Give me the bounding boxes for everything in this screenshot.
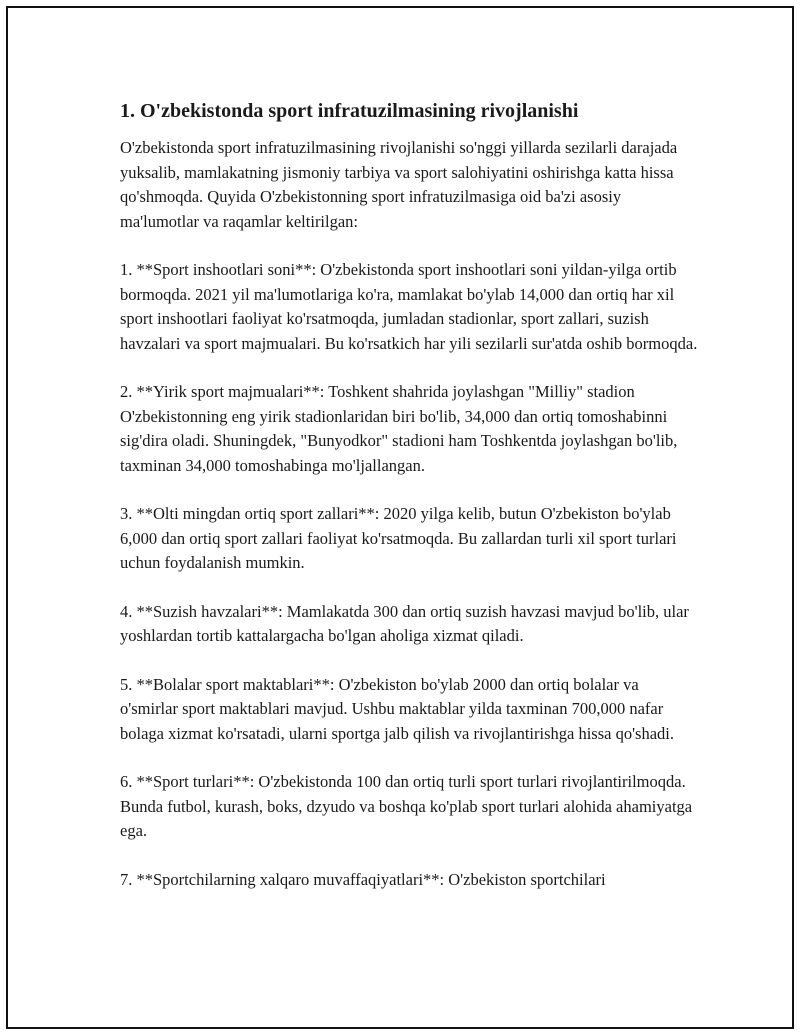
page-frame xyxy=(6,6,794,1029)
document-body xyxy=(120,98,700,916)
list-item-sport-halls: 3. **Olti mingdan ortiq sport zallari**: 2020 yilga kelib, butun O'zbekiston bo'ylab 6,000 dan ortiq sport zallari faoliyat ko'rsatmoqda. Bu zallardan turli xil sport turlari uchun foydalanish mumkin. xyxy=(120,504,677,572)
intro-paragraph: O'zbekistonda sport infratuzilmasining rivojlanishi so'nggi yillarda sezilarli darajada yuksalib, mamlakatning jismoniy tarbiya va sport salohiyatini oshirishga katta hissa qo'shmoqda. Quyida O'zbekistonning sport infratuzilmasiga oid ba'zi asosiy ma'lumotlar va raqamlar keltirilgan: xyxy=(120,138,678,231)
list-item-major-complexes: 2. **Yirik sport majmualari**: Toshkent shahrida joylashgan "Milliy" stadion O'zbekistonning eng yirik stadionlaridan biri bo'lib, 34,000 dan ortiq tomoshabinni sig'dira oladi. Shuningdek, "Bunyodkor" stadioni ham Toshkentda joylashgan bo'lib, taxminan 34,000 tomoshabinga mo'ljallangan. xyxy=(120,382,678,475)
list-item-sport-facilities: 1. **Sport inshootlari soni**: O'zbekistonda sport inshootlari soni yildan-yilga ortib bormoqda. 2021 yil ma'lumotlariga ko'ra, mamlakat bo'ylab 14,000 dan ortiq har xil sport inshootlari faoliyat ko'rsatmoqda, jumladan stadionlar, sport zallari, suzish havzalari va sport majmualari. Bu ko'rsatkich har yili sezilarli sur'atda oshib bormoqda. xyxy=(120,260,698,353)
list-item-international-success: 7. **Sportchilarning xalqaro muvaffaqiyatlari**: O'zbekiston sportchilari xyxy=(120,869,606,889)
list-item-children-schools: 5. **Bolalar sport maktablari**: O'zbekiston bo'ylab 2000 dan ortiq bolalar va o'smirlar sport maktablari mavjud. Ushbu maktablar yilda taxminan 700,000 nafar bolaga xizmat ko'rsatadi, ularni sportga jalb qilish va rivojlantirishga hissa qo'shadi. xyxy=(120,674,674,743)
section-heading: 1. O'zbekistonda sport infratuzilmasining rivojlanishi xyxy=(120,100,579,122)
list-item-sport-types: 6. **Sport turlari**: O'zbekistonda 100 dan ortiq turli sport turlari rivojlantirilmoqda. Bunda futbol, kurash, boks, dzyudo va boshqa ko'plab sport turlari alohida ahamiyatga ega. xyxy=(120,772,693,840)
list-item-swimming-pools: 4. **Suzish havzalari**: Mamlakatda 300 dan ortiq suzish havzasi mavjud bo'lib, ular yoshlardan tortib kattalargacha bo'lgan aholiga xizmat qiladi. xyxy=(120,601,689,645)
